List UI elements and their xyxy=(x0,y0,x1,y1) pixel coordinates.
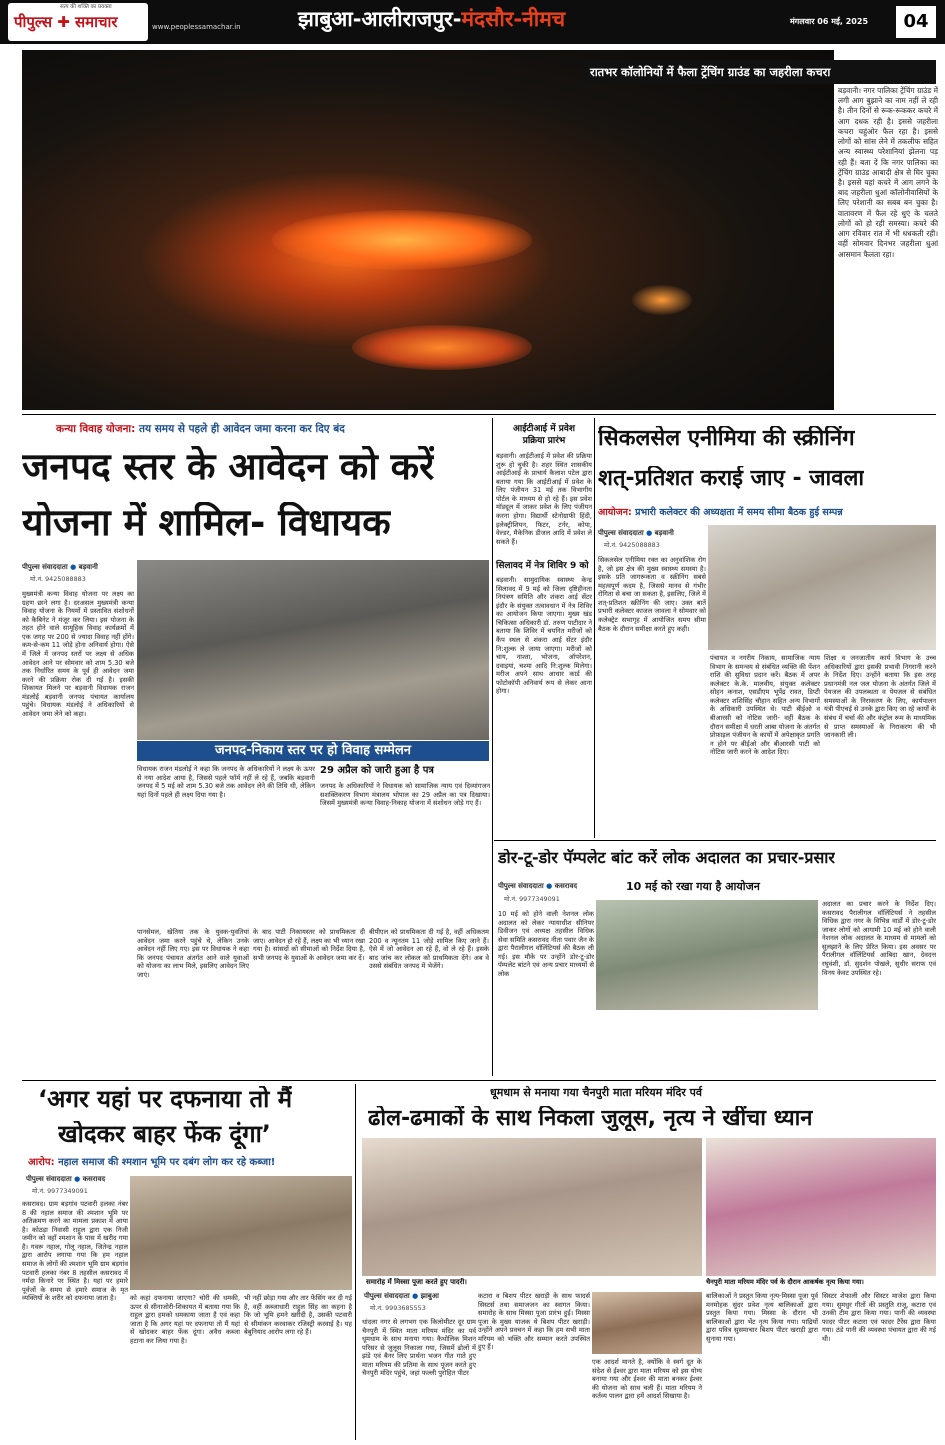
shamshan-byline-place: कसरावद xyxy=(82,1175,106,1183)
col-rule-3 xyxy=(355,1084,356,1440)
vidhayak-byline-name: पीपुल्स संवाददाता xyxy=(22,563,68,571)
church-kicker: धूमधाम से मनाया गया चैनपुरी माता मरियम मंदिर पर्व xyxy=(490,1086,703,1099)
shamshan-byline-name: पीपुल्स संवाददाता xyxy=(26,1175,72,1183)
masthead xyxy=(0,0,945,44)
vidhayak-headline-1: जनपद स्तर के आवेदन को करें xyxy=(22,446,435,488)
sickle-photo xyxy=(708,525,936,650)
church-byline-name: पीपुल्स संवाददाता xyxy=(364,1292,410,1300)
lead-body: बड़वानी। नगर पालिका ट्रेंचिंग ग्राउंड में लगी आग बुझाने का नाम नहीं ले रही है। तीन दिनों से रूक-रूककर कचरे में आग दधक रही है। इससे जहरीला कचरा चहुंओर फैल रहा है। इससे लोगों को सांस लेने में तकलीफ सहित अन्य स्वास्थ्य परेशानियां झेलना पड़ रही हैं। बता दें कि नगर पालिका का ट्रेंचिंग ग्राउंड आबादी क्षेत्र से घिर चुका है। इससे यहां कचरे में आग लगने के बाद जहरीला धुआं कॉलोनीवासियों के लिए परेशानी का सबब बन चुका है। वातावरण में फैल रहे धुएं के चलते लोगों को हो रही समस्या। कचरे की आग रविवार रात में भी धधकती रही। वहीं सोमवार दिनभर जहरीला धुआं आसमान फैलता रहा। xyxy=(838,86,938,259)
edition-title xyxy=(298,6,565,33)
page-number: 04 xyxy=(896,6,936,38)
sickle-kicker-text: प्रभारी कलेक्टर की अध्यक्षता में समय सीमा बैठक हुई सम्पन्न xyxy=(631,507,843,518)
vidhayak-body-6: बीपीएल को प्राथमिकता दी गई है, वहीं अधिकतम 200 व न्यूनतम 11 जोड़े शामिल किए जाने हैं। ऐसे में जो आवेदन आ रहे हैं, वो ले रहे हैं। इसके बाद जांच कर लोकल को प्राथमिकता देंगे। अब वे उससे संबंधित जनपद में भेजेंगे। xyxy=(369,928,489,971)
church-photo-3 xyxy=(592,1292,702,1354)
brand-url: www.peoplessamachar.in xyxy=(152,23,241,31)
lokadalat-byline-place: कसरावद xyxy=(554,882,578,890)
shamshan-photo xyxy=(130,1176,352,1290)
vidhayak-kicker-label: कन्या विवाह योजना: xyxy=(56,423,136,435)
sickle-headline-1: सिकलसेल एनीमिया की स्क्रीनिंग xyxy=(598,426,855,451)
silawad-title: सिलावद में नेत्र शिविर 9 को xyxy=(496,561,589,571)
church-body-5: सिस्टर शेफाली और सिस्टर माजेश द्वारा किया गया। सुमधुर गीतों की प्रस्तुति राजू, कटारा एवं उनकी टीम द्वारा किया गया। पानी की व्यवस्था फादर पीटर कटारा एवं फादर टैरेंस द्वारा किया गया। ठंडे पानी की व्यवस्था पंचायत द्वारा की गई थी। xyxy=(822,1292,936,1343)
brand-logo: पीपुल्स ✚ समाचार xyxy=(14,13,118,31)
lokadalat-byline: पीपुल्स संवाददाता ● कसरावद xyxy=(498,882,578,890)
sickle-body-3: शिक्षा व जनजातीय कार्य विभाग के उच्च अधिकारियों द्वारा इसकी प्रभावी निगरानी करने के निर्देश दिए। उन्होंने बताया कि इस तरह प्रधानमंत्री नल जल योजना के अंतर्गत जिले में पेयजल की उपलब्धता व पेयजल से संबंधित समस्याओं के निराकरण के लिए, कार्यपालन यंत्री पीएचई से उनके द्वारा किए जा रहे कार्यों के संबंध में चर्चा की और कंट्रोल रूम के माध्यमिक से प्राप्त समस्याओं के निराकरण की भी जानकारी ली। xyxy=(824,654,936,740)
vidhayak-phone: मो.नं. 9425088883 xyxy=(30,575,86,583)
shamshan-body-1: कसरावद। ग्राम बड़गांव पटवारी हलका नंबर 8 की नहाल समाज की श्मशान भूमि पर अतिक्रमण करने का मामला प्रकाश में आया है। कोठड़ा निवासी राहुल द्वारा एक निजी जमीन को वहाँ श्मशान के पास में खरीद गया है। गवरू नहाल, गोलू नहाल, जितेन्द्र नहाल द्वारा आरोप लगाया गया कि हम नहाल समाज के लोगों की श्मशान भूमि ग्राम बड़गांव पटवारी हलका नंबर 8 तहसील कसरावद में नर्मदा किनारे पर स्थित है। यहां पर हमारे पूर्वजों के समय से हमारे समाज के मृत व्यक्तियों के शरीर को दफनाया जाता है। xyxy=(22,1200,128,1303)
shamshan-byline: पीपुल्स संवाददाता ● कसरावद xyxy=(26,1175,106,1183)
lead-headline-box xyxy=(584,60,936,84)
brand-tagline: सत्य की शक्ति का प्रवक्ता xyxy=(60,4,112,10)
sickle-body-1: सिकलसेल एनीमिया रक्त का अनुवांशिक रोग है, जो इस क्षेत्र की मुख्य स्वास्थ्य समस्या है। इसके प्रति जागरूकता व स्क्रीनिंग सबसे महत्वपूर्ण कदम है, जिससे मानव से गंभीर रोगिता से बचा जा सकता है, इसलिए, जिले में शत्-प्रतिशत स्क्रीनिंग की जाए। उक्त बातें प्रभारी कलेक्टर काजल जावला ने सोमवार को कलेक्ट्रेट सभागृह में आयोजित समय सीमा बैठक के दौरान समीक्षा करते हुए कही। xyxy=(598,556,706,633)
lokadalat-byline-name: पीपुल्स संवाददाता xyxy=(498,882,544,890)
iti-title-1: आईटीआई में प्रवेश xyxy=(513,424,575,434)
church-headline: ढोल-ढमाकों के साथ निकला जुलूस, नृत्य ने खींचा ध्यान xyxy=(368,1106,813,1131)
lokadalat-body-2: अदालत का प्रचार करने के निर्देश दिए। कसरावद पैरालीगल वॉलिंटियर्स ने तहसील विधिक द्वारा नगर के विभिन्न वार्डों में डोर-टू-डोर जाकर लोगों को आगामी 10 मई को होने वाली नेशनल लोक अदालत के माध्यम से मामलों को सुलझाने के लिए प्रेरित किया। इस अवसर पर पैरालीगल वॉलिंटियर्स आबिदा खान, देवदत्त रघुवंशी, डॉ. सुदर्शन पोखले, सुधीर सराफ एवं विनय केवट उपस्थित रहे। xyxy=(822,900,936,977)
vidhayak-body-5: जनपद के अधिकारियों ने विधायक को सामाजिक न्याय एवं दिव्यांगजन सशक्तिकरण विभाग मंत्रालय भोपाल का 29 अप्रैल का पत्र दिखाया। जिसमें मुख्यमंत्री कन्या विवाह-निकाह योजना में संशोधन जोड़े गए हैं। xyxy=(320,782,490,808)
lead-fire-photo xyxy=(22,50,834,410)
sickle-byline-place: बड़वानी xyxy=(654,529,674,537)
edition-name-a: झाबुआ-आलीराजपुर- xyxy=(298,7,462,31)
church-photo-1 xyxy=(362,1138,702,1276)
sickle-body-2: पंचायत व नगरीय निकाय, सामाजिक न्याय विभाग के समन्वय से संबंधित व्यक्ति की पेंशन राशि की सुविधा प्रदान करें। बैठक में अपर कलेक्टर के.के. मालवीय, संयुक्त कलेक्टर सोहन कनाश, एसडीएम भूपेंद्र रावत, डिप्टी कलेक्टर शशिसिंह चौहान सहित अन्य विभागों के अधिकारी उपस्थित थे। पाटी बीईओ व बीआरसी को नोटिस जारी- वहीं बैठक के दौरान समीक्षा में धरती आबा योजना के अंतर्गत प्रोफ़ाइल पंजीयन के कार्यों में अपेक्षाकृत प्रगति न होने पर बीईओ और बीआरसी पाटी को नोटिस जारी करने के आदेश दिए। xyxy=(710,654,820,757)
vidhayak-byline: पीपुल्स संवाददाता ● बड़वानी xyxy=(22,563,98,571)
church-body-2: कटारा व बिशप पीटर खराड़ी के साथ फादर्स सिस्टर्स तथा समाजजन का स्वागत किया। समारोह के साथ मिस्सा पूजा प्रारंभ हुई। मिस्सा पूजा के मुख्य याजक थे बिशप पीटर खराड़ी। उन्होंने अपने प्रवचन में कहा कि हम सभी माता मरियम को भक्ति और सम्मान करते उपस्थित हुए हैं। xyxy=(478,1292,590,1352)
church-body-1: धांदला नगर से लगभग एक किलोमीटर दूर ग्राम चैनपुरी में स्थित माता मरियम मंदिर का पर्व धूमधाम के साथ मनाया गया। कैथोलिक मिशन परिसर से जुलूस निकाला गया, जिसमें ढोलों में झंडे एवं बैनर लिए प्रार्थना भजन गीत गाते हुए माता मरियम की प्रतिमा के साथ पूजन करते हुए चैनपुरी मंदिर पहुंचे, जहां फल्ली पुरोहित पीटर xyxy=(362,1318,476,1378)
lokadalat-phone: मो.नं. 9977349091 xyxy=(504,895,560,903)
vidhayak-photo xyxy=(137,560,489,740)
vidhayak-body-3: पानसेमल, खेतिया तक के युवक-युवतियां आवेदन जमा करने पहुंचे थे, लेकिन उनके आवेदन नहीं लिए गए। इस पर विधायक ने कहा कि जनपद पंचायत अंतर्गत आने वाले युवाओं को योजना का लाभ मिले, इसलिए आवेदन लिए जाएं। xyxy=(137,928,249,979)
church-caption-1: समारोह में मिस्सा पूजा करते हुए पादरी। xyxy=(366,1278,467,1286)
lead-headline: रातभर कॉलोनियों में फैला ट्रेंचिंग ग्राउंड का जहरीला कचरा xyxy=(590,65,831,79)
fire-glow-3 xyxy=(632,285,692,315)
vidhayak-body-1: मुख्यमंत्री कन्या विवाह योजना पर लक्ष्य का ग्रहण छाने लगा है। दरअसल मुख्यमंत्री कन्या विवाह योजना के नियमों में प्रस्तावित संशोधनों को कैबिनेट ने मंजूर कर लिया। इस योजना के तहत होने वाले सामूहिक विवाह कार्यक्रमों में एक जगह पर 200 से ज्यादा विवाह नहीं होंगे। कम-से-कम 11 जोड़े होना अनिवार्य होगा। ऐसे में जिले में जनपद स्तरों पर लक्ष्य से अधिक आवेदन आने पर सोमवार को शाम 5.30 बजे तक निर्धारित समय के पूर्व ही आवेदन जमा करने की प्रक्रिया रोक दी गई है। इसकी शिकायत मिलने पर बड़वानी विधायक राजन मंडलोई बड़वानी जनपद पंचायत कार्यालय पहुंचे। विधायक मंडलोई ने अधिकारियों से आवेदन जमा लेने को कहा। xyxy=(22,590,134,718)
vidhayak-body-2: विधायक राजन मंडलोई ने कहा कि जनपद के अधिकारियों ने लक्ष्य के ऊपर से नया आदेश आया है, जिससे पहले फॉर्म नहीं ले रहे हैं, जबकि बड़वानी जनपद में 5 मई को शाम 5.30 बजे तक आवेदन लेने की तिथि थी, लेकिन यहां दिनों पहले ही लक्ष्य दिया गया है। xyxy=(137,765,315,799)
sickle-kicker-label: आयोजन: xyxy=(598,507,632,518)
edition-name-b: मंदसौर-नीमच xyxy=(461,7,566,31)
shamshan-kicker-label: आरोप: xyxy=(28,1157,55,1168)
vidhayak-subhead: 29 अप्रैल को जारी हुआ है पत्र xyxy=(320,765,434,776)
shamshan-body-2: को कहां दफनाया जाएगा? चोरी की धमकी, ऊपर से सीनाजोरी-शिकायत में बताया गया कि राहुल द्वारा हमको धमकाया जाता है एवं कहा जाता है कि अगर यहां पर दफनाया तो मैं यहां से खोदकर बाहर फेंक दूंगा। अवैध कब्जा हटाना कर लिया गया है। xyxy=(130,1294,240,1345)
church-byline-place: झाबुआ xyxy=(420,1292,439,1300)
vidhayak-body-4: के बाद पाटी निकायस्तर को प्राथमिकता दी जाए। आवेदन हो रहे हैं, लक्ष्य का भी ध्यान रखा गया है। सांसदों को सीमाओं को निर्देश दिया है, सभी जनपद के युवाओं के आवेदन जमा कर दें। xyxy=(253,928,365,962)
vidhayak-kicker xyxy=(56,423,345,436)
col-rule-1 xyxy=(492,418,493,1076)
divider-2 xyxy=(494,840,936,841)
vidhayak-kicker-text: तय समय से पहले ही आवेदन जमा करना कर दिए बंद xyxy=(135,423,345,435)
iti-title-2: प्रक्रिया प्रारंभ xyxy=(522,436,566,446)
divider-1 xyxy=(22,414,936,415)
vidhayak-headline-2: योजना में शामिल- विधायक xyxy=(22,502,391,544)
church-body-4: बालिकाओं ने प्रस्तुत किया नृत्य-मिस्सा पूजा पूर्व मनमोहक सुंदर प्रवेश नृत्य बालिकाओं द्वारा प्रस्तुत किया गया। मिस्सा के दौरान भी बालिकाओं द्वारा भेंट नृत्य किया गया। पाद्रियों द्वारा पवित्र सुसमाचार बिशप पीटर खराड़ी द्वारा सुनाया गया। xyxy=(706,1292,818,1343)
sickle-byline: पीपुल्स संवाददाता ● बड़वानी xyxy=(598,529,674,537)
church-phone: मो.नं. 9993685553 xyxy=(370,1304,426,1312)
sickle-byline-name: पीपुल्स संवाददाता xyxy=(598,529,644,537)
silawad-body: बड़वानी। सामुदायिक स्वास्थ्य केन्द्र सिलावद में 9 मई को जिला दृष्टिहीनता नियंत्रण समिति और शंकरा आई सेंटर इंदौर के संयुक्त तत्वावधान में नेत्र शिविर का आयोजन किया जाएगा। मुख्य खंड चिकित्सा अधिकारी डॉ. तरुण पाटीदार ने बताया कि शिविर में चयनित मरीजों को कैंप स्थल से शंकरा आई सेंटर इंदौर नि:शुल्क ले जाया जाएगा। मरीजों को चाय, नाश्ता, भोजना, ऑपरेशन, दवाइयां, चश्मा आदि नि:शुल्क मिलेगा। मरीज अपने साथ आधार कार्ड की फोटोकॉपी अनिवार्य रूप से लेकर आना होगा। xyxy=(496,576,592,696)
shamshan-kicker xyxy=(28,1157,275,1170)
shamshan-phone: मो.नं. 9977349091 xyxy=(32,1187,88,1195)
col-rule-2 xyxy=(594,418,595,838)
iti-body: बड़वानी। आईटीआई में प्रवेश की प्रक्रिया शुरू हो चुकी है। शहर स्थित शासकीय आईटीआई के प्राचार्य कैलाश पटेल द्वारा बताया गया कि आईटीआई में प्रवेश के लिए पंजीयन 31 मई तक विभागीय पोर्टल के माध्यम से हो रहे हैं। इस प्रवेश मॉड्यूल में जाकर प्रवेश के लिए पंजीयन करना होगा। विद्यार्थी स्टेनोग्राफी हिंदी, इलेक्ट्रीशियन, फिटर, टर्नर, कोपा, वेल्डर, मैकेनिक डीजल आदि में प्रवेश ले सकते हैं। xyxy=(496,452,592,546)
fire-glow-2 xyxy=(352,325,532,370)
vidhayak-byline-place: बड़वानी xyxy=(78,563,98,571)
shamshan-body-3: भी नहीं छोड़ा गया और तार फेंसिंग कर दी गई है, वहीं कब्जाधारी राहुल सिंह का कहना है कि जो भूमि हमने खरीदी है, उसकी पटवारी से सीमांकन करवाकर रजिस्ट्री करवाई है। यह बेबुनियाद आरोप लगा रहे हैं। xyxy=(244,1294,352,1337)
sickle-phone: मो.नं. 9425088883 xyxy=(604,541,660,549)
issue-date: मंगलवार 06 मई, 2025 xyxy=(790,17,869,26)
church-photo-2 xyxy=(706,1138,936,1276)
shamshan-quote-1: ‘अगर यहां पर दफनाया तो मैं xyxy=(38,1086,293,1113)
church-byline: पीपुल्स संवाददाता ● झाबुआ xyxy=(364,1292,439,1300)
lokadalat-body-1: 10 मई को होने वाली नेशनल लोक अदालत को लेकर न्यायाधीश सीनियर डिवीजन एवं अध्यक्ष तहसील विधिक सेवा समिति कसरावद नीता पवार जैन के द्वारा पैरालीगल वॉलिंटियर्स की बैठक ली गई। इस मौके पर उन्होंने डोर-टू-डोर पॅम्पलेट बांटने एवं अन्य प्रचार माध्यमों से लोक xyxy=(498,910,594,978)
divider-3 xyxy=(22,1080,936,1081)
lokadalat-photo xyxy=(596,900,818,1010)
shamshan-quote-2: खोदकर बाहर फेंक दूंगा’ xyxy=(58,1121,271,1148)
fire-glow xyxy=(272,210,532,270)
shamshan-kicker-text: नहाल समाज की श्मशान भूमि पर दबंग लोग कर रहे कब्जा! xyxy=(54,1157,276,1168)
church-body-3: एक आदर्श मानते है, क्योंकि वे स्वर्ग दूत के संदेश से ईश्वर द्वारा माता मरियम को इस योग्य बनाया गया और ईश्वर की माता बनकर ईश्वर की योजना को साथ चली हैं। माता मरियम ने कर्तव्य पालन द्वारा हमें आदर्श सिखाया है। xyxy=(592,1358,702,1401)
lokadalat-subhead: 10 मई को रखा गया है आयोजन xyxy=(626,880,760,893)
lokadalat-headline: डोर-टू-डोर पॅम्पलेट बांट करें लोक अदालत का प्रचार-प्रसार xyxy=(498,849,835,867)
sickle-headline-2: शत्-प्रतिशत कराई जाए - जावला xyxy=(598,466,865,491)
church-caption-2: चैनपुरी माता मरियम मंदिर पर्व के दौरान आकर्षक नृत्य किया गया। xyxy=(706,1278,864,1286)
sickle-kicker xyxy=(598,507,843,519)
vidhayak-band: जनपद-निकाय स्तर पर हो विवाह सम्मेलन xyxy=(137,741,489,761)
